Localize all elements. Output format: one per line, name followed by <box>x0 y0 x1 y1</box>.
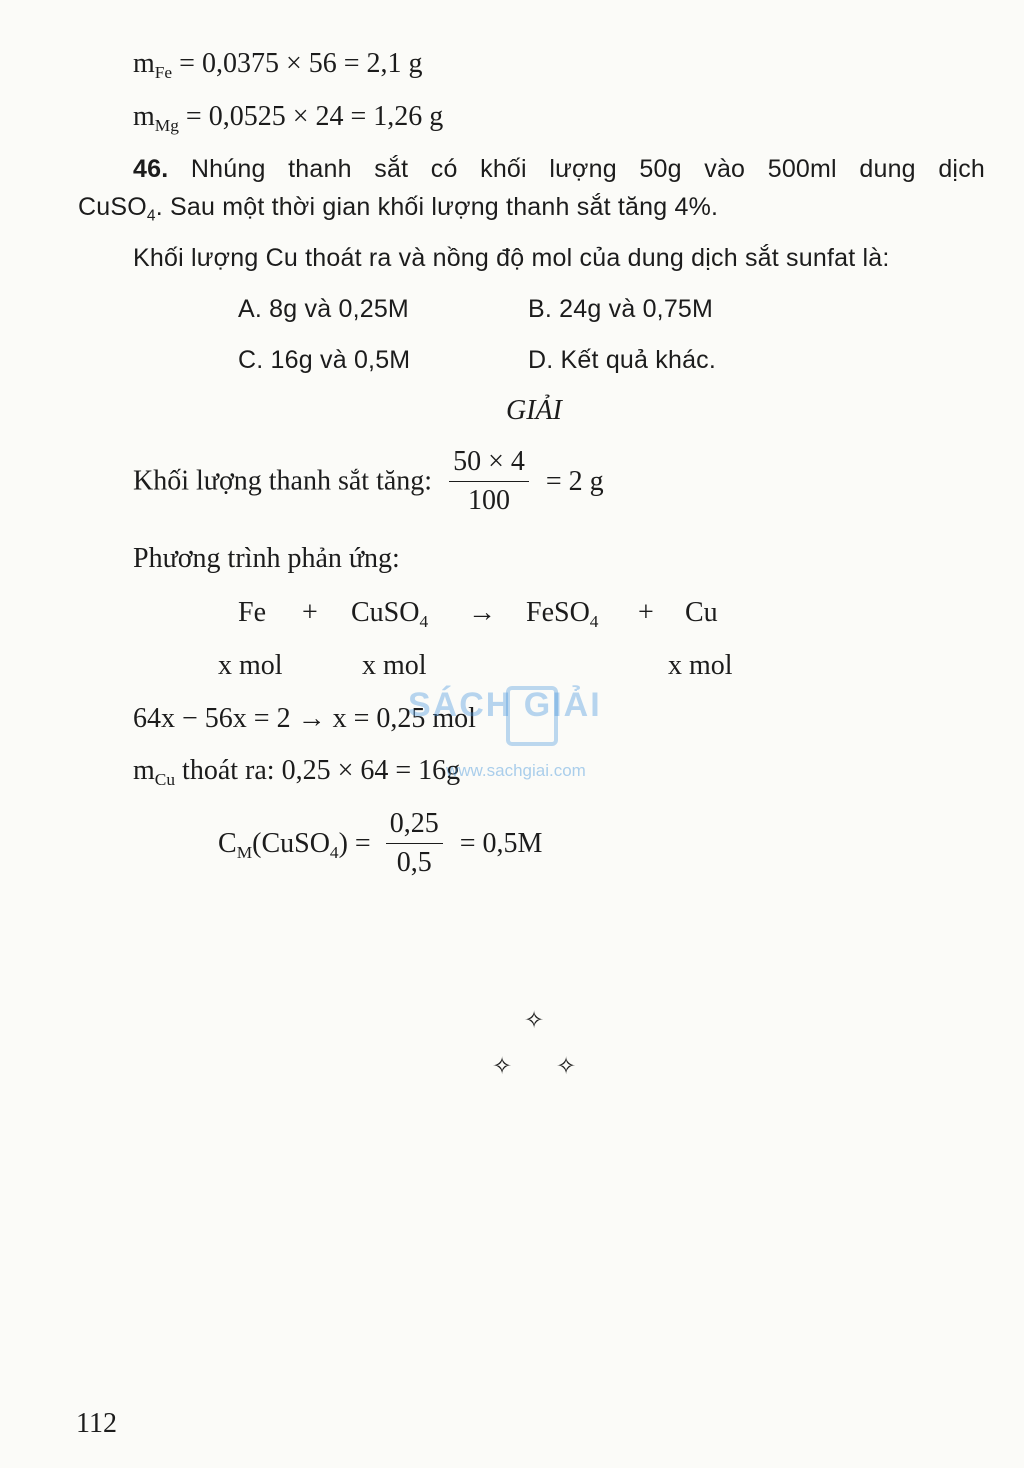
mol-fe: x mol <box>218 650 283 681</box>
problem-question: Khối lượng Cu thoát ra và nồng độ mol của dung dịch sắt sunfat là: <box>133 244 890 272</box>
calc-line-mg: $m_{Mg} = 0,0525 \times 24 = 1,26$ g <box>133 101 444 136</box>
option-c: C. 16g và 0,5M <box>238 346 411 374</box>
solution-heading: GIẢI <box>506 395 562 426</box>
eq-cuso4: CuSO$_4$ <box>351 597 429 632</box>
eq-plus-2: + <box>638 597 654 628</box>
option-b: B. 24g và 0,75M <box>528 295 714 323</box>
problem-line-2: CuSO$_4$. Sau một thời gian khối lượng thanh sắt tăng 4%. <box>78 193 719 225</box>
mol-cu: x mol <box>668 650 733 681</box>
eq-fe: Fe <box>238 597 266 628</box>
watermark-text: SÁCH GIẢI <box>408 686 602 724</box>
mol-cuso4: x mol <box>362 650 427 681</box>
eq-arrow: → <box>468 597 496 628</box>
solve-line: 64x − 56x = 2 → x = 0,25 mol <box>133 703 476 734</box>
option-a: A. 8g và 0,25M <box>238 295 409 323</box>
ornament-star-icon: ✧ <box>492 1052 513 1080</box>
mass-increase-fraction: $\frac{50 \times 4}{100}$ <box>449 446 529 517</box>
eq-cu: Cu <box>685 597 718 628</box>
problem-line-1: 46. Nhúng thanh sắt có khối lượng 50g vào 500ml dung dịch <box>133 155 985 183</box>
page-number: 112 <box>76 1408 117 1439</box>
cu-mass-line: $m_{Cu}$ thoát ra: 0,25 × 64 = 16g <box>133 755 461 790</box>
eq-feso4: FeSO$_4$ <box>526 597 599 632</box>
mass-increase-line: Khối lượng thanh sắt tăng: $\frac{50 \times 4}{100}$ = 2 g <box>133 446 604 516</box>
eq-plus-1: + <box>302 597 318 628</box>
problem-number: 46. <box>133 155 169 183</box>
concentration-fraction: $\frac{0,25}{0,5}$ <box>386 808 443 879</box>
equation-label: Phương trình phản ứng: <box>133 543 400 574</box>
ornament-star-icon: ✧ <box>556 1052 577 1080</box>
option-d: D. Kết quả khác. <box>528 346 717 374</box>
ornament-star-icon: ✧ <box>524 1006 545 1034</box>
watermark-url: www.sachgiai.com <box>446 761 586 780</box>
concentration-line: $C_M(CuSO_4)$ = $\frac{0,25}{0,5}$ = 0,5M <box>218 808 543 878</box>
calc-line-fe: $m_{Fe} = 0,0375 \times 56 = 2,1$ g <box>133 48 423 83</box>
